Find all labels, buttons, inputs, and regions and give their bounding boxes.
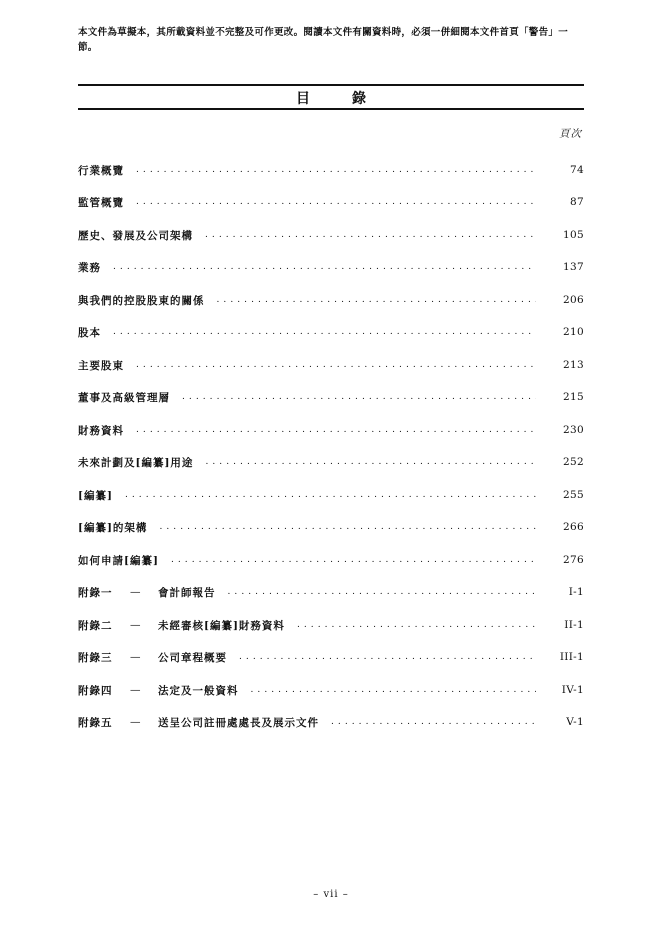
toc-leader-dots — [251, 682, 537, 698]
footer-page-number: – vii – — [313, 889, 349, 900]
toc-entry-page: 210 — [563, 326, 584, 338]
appendix-title: 會計師報告 — [158, 586, 216, 599]
toc-leader-dots — [205, 454, 536, 470]
appendix-dash: — — [130, 716, 142, 728]
toc-appendix[interactable] — [78, 682, 584, 698]
appendix-label: 附錄五 — [78, 716, 113, 729]
toc-leader-dots — [228, 584, 537, 600]
toc-entry-page: 266 — [563, 521, 584, 533]
toc-appendix[interactable] — [78, 649, 584, 665]
toc-entry[interactable] — [78, 422, 584, 438]
appendix-dash: — — [130, 651, 142, 663]
toc-entry-label: [編纂] — [78, 489, 113, 502]
appendix-dash: — — [130, 586, 142, 598]
toc-entry-label: 監管概覽 — [78, 196, 124, 209]
toc-leader-dots — [136, 422, 536, 438]
toc-entry-label: 行業概覽 — [78, 164, 124, 177]
page-title: 目 錄 — [296, 91, 380, 107]
toc-entry[interactable] — [78, 162, 584, 178]
appendix-title: 法定及一般資料 — [158, 684, 239, 697]
draft-warning: 本文件為草擬本，其所載資料並不完整及可作更改。閱讀本文件有關資料時，必須一併細閱本文件首頁「警告」一節。 — [78, 27, 569, 53]
appendix-label: 附錄一 — [78, 586, 113, 599]
toc-entry[interactable] — [78, 389, 584, 405]
toc-appendix[interactable] — [78, 617, 584, 633]
toc-entry[interactable] — [78, 292, 584, 308]
toc-leader-dots — [331, 714, 536, 730]
toc-entry-page: 252 — [563, 456, 584, 468]
toc-entry-page: 276 — [563, 554, 584, 566]
appendix-label: 附錄四 — [78, 684, 113, 697]
toc-entry[interactable] — [78, 454, 584, 470]
toc-entry-label: 股本 — [78, 326, 101, 339]
toc-entry-label: 主要股東 — [78, 359, 124, 372]
toc-appendix[interactable] — [78, 714, 584, 730]
toc-entry[interactable] — [78, 259, 584, 275]
toc-entry-page: 215 — [563, 391, 584, 403]
toc-leader-dots — [205, 227, 536, 243]
toc-entry-label: 業務 — [78, 261, 101, 274]
toc-entry[interactable] — [78, 487, 584, 503]
toc-leader-dots — [136, 162, 536, 178]
appendix-title: 送呈公司註冊處處長及展示文件 — [158, 716, 319, 729]
appendix-title: 未經審核[編纂]財務資料 — [158, 619, 285, 632]
toc-entry-page: 213 — [563, 359, 584, 371]
toc-appendix[interactable] — [78, 584, 584, 600]
appendix-page: IV-1 — [561, 684, 584, 696]
toc-entry[interactable] — [78, 227, 584, 243]
toc-entry-page: 230 — [563, 424, 584, 436]
toc-entry-page: 255 — [563, 489, 584, 501]
toc-entry-label: 董事及高級管理層 — [78, 391, 170, 404]
toc-entry-label: 歷史、發展及公司架構 — [78, 229, 193, 242]
toc-entry-page: 137 — [563, 261, 584, 273]
toc-leader-dots — [136, 194, 536, 210]
appendix-page: II-1 — [564, 619, 584, 631]
title-rule-bottom — [78, 108, 584, 110]
toc-entry[interactable] — [78, 519, 584, 535]
toc-leader-dots — [171, 552, 536, 568]
title-rule-top — [78, 84, 584, 86]
appendix-page: V-1 — [566, 716, 584, 728]
appendix-label: 附錄三 — [78, 651, 113, 664]
toc-entry-label: 如何申請[編纂] — [78, 554, 159, 567]
toc-leader-dots — [136, 357, 536, 373]
toc-entry[interactable] — [78, 552, 584, 568]
toc-leader-dots — [297, 617, 536, 633]
toc-leader-dots — [113, 324, 536, 340]
toc-entry-page: 87 — [570, 196, 584, 208]
toc-leader-dots — [239, 649, 536, 665]
appendix-dash: — — [130, 684, 142, 696]
toc-entry-label: 與我們的控股股東的關係 — [78, 294, 205, 307]
appendix-label: 附錄二 — [78, 619, 113, 632]
toc-entry-page: 206 — [563, 294, 584, 306]
toc-leader-dots — [182, 389, 536, 405]
appendix-dash: — — [130, 619, 142, 631]
appendix-page: I-1 — [568, 586, 584, 598]
appendix-title: 公司章程概要 — [158, 651, 227, 664]
appendix-page: III-1 — [559, 651, 584, 663]
toc-leader-dots — [217, 292, 537, 308]
toc-entry-page: 74 — [570, 164, 584, 176]
toc-leader-dots — [113, 259, 536, 275]
toc-entry[interactable] — [78, 194, 584, 210]
toc-entry[interactable] — [78, 357, 584, 373]
toc-entry-page: 105 — [563, 229, 584, 241]
toc-entry-label: 財務資料 — [78, 424, 124, 437]
page-column-header: 頁次 — [559, 128, 582, 140]
toc-entry-label: 未來計劃及[編纂]用途 — [78, 456, 194, 469]
toc-entry[interactable] — [78, 324, 584, 340]
toc-entry-label: [編纂]的架構 — [78, 521, 148, 534]
toc-leader-dots — [159, 519, 536, 535]
toc-leader-dots — [125, 487, 536, 503]
